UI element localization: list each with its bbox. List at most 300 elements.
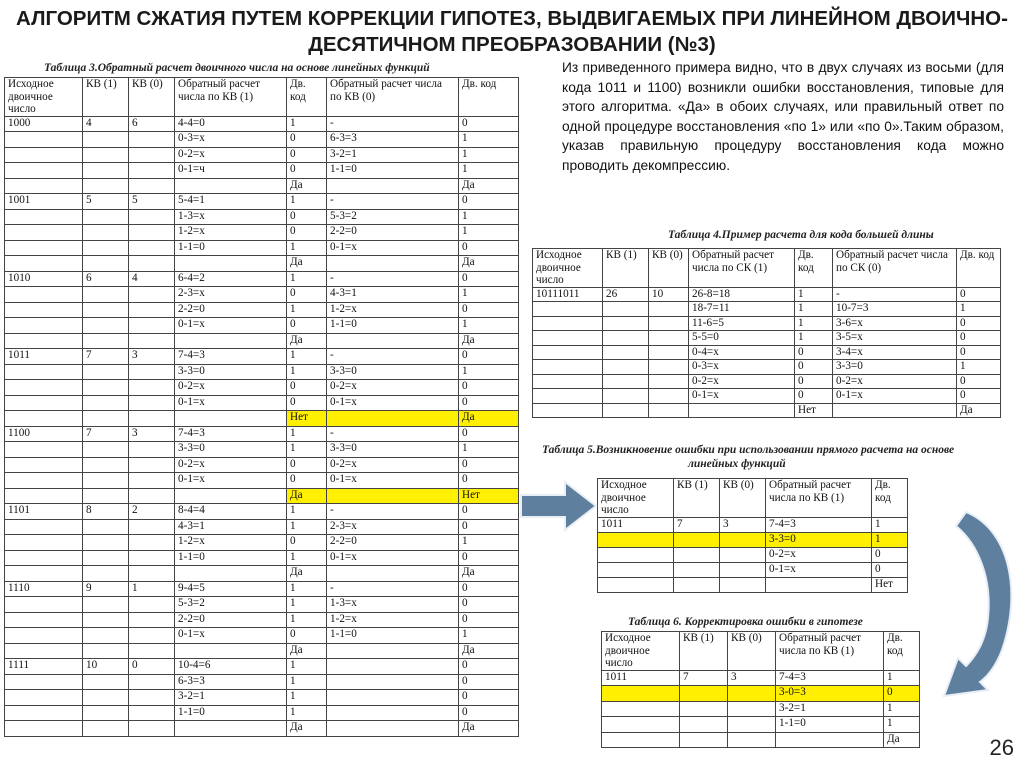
table3-cell: [175, 256, 287, 272]
table3-cell: [5, 690, 83, 706]
table5-cell: [674, 563, 720, 578]
table3-row: [5, 535, 519, 551]
table3-row: [5, 364, 519, 380]
table3-cell: [5, 395, 83, 411]
table4-row: [533, 360, 1001, 375]
table4-cell: [649, 360, 689, 375]
table3-cell: 0: [459, 302, 519, 318]
table3-cell: [129, 550, 175, 566]
table6-cell: 3: [728, 670, 776, 686]
table3-cell: Да: [287, 256, 327, 272]
table6-cell: 7-4=3: [776, 670, 884, 686]
table5-cell: 1: [872, 532, 908, 547]
table3-cell: 1: [287, 705, 327, 721]
table3-cell: 0: [287, 395, 327, 411]
table3-cell: 4-3=1: [175, 519, 287, 535]
table4-cell: 0: [795, 389, 833, 404]
table3-cell: [129, 442, 175, 458]
table5-row: [598, 517, 908, 532]
table3-cell: [129, 535, 175, 551]
table3-cell: [83, 550, 129, 566]
table3-row: [5, 674, 519, 690]
table6-cell: [728, 732, 776, 748]
table3-cell: [83, 178, 129, 194]
table3-row: [5, 690, 519, 706]
table4-cell: 1: [957, 360, 1001, 375]
table3-cell: [5, 721, 83, 737]
table3-header-row: [5, 78, 519, 117]
table5-row: [598, 563, 908, 578]
table4-cell: 3-6=х: [833, 316, 957, 331]
table3-cell: 7-4=3: [175, 426, 287, 442]
table4-header-cell: Обратный расчет числа по СК (0): [833, 249, 957, 288]
table3-cell: [83, 705, 129, 721]
table3-cell: 2-2=0: [327, 225, 459, 241]
table5-cell: [674, 547, 720, 562]
table5-cell: [720, 578, 766, 593]
table4-cell: 0: [957, 374, 1001, 389]
table3-cell: 1: [287, 194, 327, 210]
table3-cell: 0: [459, 705, 519, 721]
table3-row: [5, 318, 519, 334]
table4-cell: 0: [795, 360, 833, 375]
table3-cell: [129, 209, 175, 225]
table4-cell: 0-1=х: [833, 389, 957, 404]
table3-row: [5, 504, 519, 520]
table3-cell: 1: [287, 271, 327, 287]
table3-cell: [129, 395, 175, 411]
table4-cell: [603, 389, 649, 404]
table3-cell: [5, 597, 83, 613]
table6-cell: [680, 701, 728, 717]
table3-cell: [5, 163, 83, 179]
table3-cell: 5: [83, 194, 129, 210]
table3-cell: [175, 411, 287, 427]
table4-cell: 1: [795, 316, 833, 331]
table3-cell: [129, 318, 175, 334]
table3-cell: [83, 240, 129, 256]
table3-cell: [83, 442, 129, 458]
table3-row: [5, 302, 519, 318]
table3-header-cell: Исходное двоичное число: [5, 78, 83, 117]
table3-cell: 0-2=х: [327, 457, 459, 473]
table3-cell: 1: [459, 628, 519, 644]
table5-caption-line2: линейных функций: [688, 458, 786, 470]
table5-cell: [720, 547, 766, 562]
table5-cell: 3: [720, 517, 766, 532]
table5-cell: 1011: [598, 517, 674, 532]
table6-caption: Таблица 6. Корректировка ошибки в гипотезе: [628, 616, 863, 628]
table3-cell: 0: [129, 659, 175, 675]
table6-cell: [602, 732, 680, 748]
table5-header-row: [598, 479, 908, 518]
table3-cell: 0: [459, 473, 519, 489]
table3-cell: Да: [287, 178, 327, 194]
table3-cell: 1-2=х: [327, 612, 459, 628]
table4-cell: [533, 331, 603, 346]
table5-cell: 1: [872, 517, 908, 532]
table4-cell: Да: [957, 403, 1001, 418]
table6-row: [602, 717, 920, 733]
table5-header-cell: Дв. код: [872, 479, 908, 518]
table3-cell: 1: [287, 116, 327, 132]
table3-cell: 1: [287, 364, 327, 380]
table3-cell: [5, 643, 83, 659]
table3: [4, 77, 519, 737]
table3-cell: [327, 721, 459, 737]
table3-cell: [5, 519, 83, 535]
table3-cell: [5, 178, 83, 194]
table3-cell: [83, 566, 129, 582]
table4-cell: [603, 331, 649, 346]
table4-cell: 0: [957, 316, 1001, 331]
table3-cell: 1-3=х: [327, 597, 459, 613]
table6-header-cell: КВ (0): [728, 632, 776, 671]
table4-cell: 11-6=5: [689, 316, 795, 331]
table6-cell: [602, 701, 680, 717]
table3-cell: [129, 612, 175, 628]
table3-cell: 1: [459, 287, 519, 303]
table3-cell: [5, 287, 83, 303]
table3-cell: Да: [287, 333, 327, 349]
table5-cell: 3-3=0: [766, 532, 872, 547]
table4-cell: [603, 360, 649, 375]
table3-cell: 0: [459, 349, 519, 365]
table3-cell: [129, 287, 175, 303]
table4-cell: 0: [795, 345, 833, 360]
table3-cell: [175, 566, 287, 582]
table3-cell: 8-4=4: [175, 504, 287, 520]
table4-header-row: [533, 249, 1001, 288]
table6-header-cell: Обратный расчет числа по КВ (1): [776, 632, 884, 671]
table3-cell: [83, 690, 129, 706]
table3-cell: [327, 659, 459, 675]
table3-cell: [83, 411, 129, 427]
table3-cell: 6-3=3: [175, 674, 287, 690]
table3-header-cell: Дв. код: [287, 78, 327, 117]
table3-cell: [83, 457, 129, 473]
table3-cell: [5, 132, 83, 148]
table3-cell: 3-3=0: [327, 442, 459, 458]
table3-cell: 1: [459, 209, 519, 225]
table4-cell: [603, 374, 649, 389]
table3-cell: [5, 302, 83, 318]
table3-cell: [5, 442, 83, 458]
table3-row: [5, 240, 519, 256]
table4-cell: -: [833, 287, 957, 302]
table3-cell: 6: [83, 271, 129, 287]
table4-cell: 3-5=х: [833, 331, 957, 346]
table3-cell: 0-1=ч: [175, 163, 287, 179]
table3-cell: 0-3=х: [175, 132, 287, 148]
table4-cell: 0: [957, 287, 1001, 302]
table3-cell: [5, 209, 83, 225]
table3-cell: 1: [287, 674, 327, 690]
table3-cell: [83, 473, 129, 489]
table3-cell: [327, 690, 459, 706]
table3-cell: [327, 411, 459, 427]
table3-row: [5, 612, 519, 628]
table4-cell: Нет: [795, 403, 833, 418]
table3-cell: 2-2=0: [327, 535, 459, 551]
table3-cell: 1: [287, 302, 327, 318]
table3-cell: [327, 705, 459, 721]
table3-cell: [175, 721, 287, 737]
table3-header-cell: Обратный расчет числа по КВ (0): [327, 78, 459, 117]
table3-cell: 0: [459, 116, 519, 132]
table3-cell: [129, 333, 175, 349]
table4-cell: 26-8=18: [689, 287, 795, 302]
table3-cell: [83, 287, 129, 303]
table4-header-cell: Исходное двоичное число: [533, 249, 603, 288]
table3-cell: -: [327, 116, 459, 132]
table4-cell: 10111011: [533, 287, 603, 302]
table3-cell: 0: [287, 147, 327, 163]
table3-cell: 1: [459, 147, 519, 163]
table4-cell: 18-7=11: [689, 302, 795, 317]
table3-row: [5, 178, 519, 194]
table3-cell: 1: [287, 659, 327, 675]
table4-header-cell: Дв. код: [957, 249, 1001, 288]
table3-cell: 5-4=1: [175, 194, 287, 210]
table3-cell: [83, 132, 129, 148]
table5-cell: 0-2=х: [766, 547, 872, 562]
table3-cell: [327, 256, 459, 272]
table3-row: [5, 411, 519, 427]
table5-cell: [674, 578, 720, 593]
table3-cell: 1111: [5, 659, 83, 675]
table3-row: [5, 473, 519, 489]
table5-cell: [720, 563, 766, 578]
table3-row: [5, 519, 519, 535]
table3-cell: [129, 488, 175, 504]
table3-cell: 1-2=х: [327, 302, 459, 318]
table3-row: [5, 380, 519, 396]
table3-cell: Нет: [459, 488, 519, 504]
table3-cell: 0: [287, 163, 327, 179]
table4-header-cell: КВ (0): [649, 249, 689, 288]
table3-cell: 0: [459, 581, 519, 597]
table3-cell: Да: [287, 643, 327, 659]
table3-caption: Таблица 3.Обратный расчет двоичного числа на основе линейных функций: [44, 62, 430, 74]
table5-row: [598, 578, 908, 593]
table3-cell: 0: [459, 457, 519, 473]
table3-cell: 0: [287, 457, 327, 473]
table5: [597, 478, 908, 593]
table4-cell: 3-4=х: [833, 345, 957, 360]
right-arrow-icon: [519, 479, 599, 533]
table3-cell: [327, 178, 459, 194]
table3-cell: 1001: [5, 194, 83, 210]
table3-cell: [5, 705, 83, 721]
table3-row: [5, 457, 519, 473]
right-arrow-shape: [521, 482, 596, 530]
table3-cell: [327, 333, 459, 349]
table3-row: [5, 194, 519, 210]
table3-row: [5, 442, 519, 458]
table3-cell: 0: [287, 318, 327, 334]
table3-cell: 3-3=0: [175, 442, 287, 458]
table6-cell: [728, 686, 776, 702]
table3-cell: [129, 643, 175, 659]
table3-cell: 0: [459, 271, 519, 287]
table3-cell: [83, 674, 129, 690]
table3-cell: [83, 209, 129, 225]
table6-cell: [728, 717, 776, 733]
table5-cell: 0: [872, 547, 908, 562]
table3-cell: 1-3=х: [175, 209, 287, 225]
table3-cell: [129, 147, 175, 163]
table3-cell: 0-2=х: [175, 457, 287, 473]
table4-row: [533, 389, 1001, 404]
table3-cell: [129, 302, 175, 318]
table4-cell: 0-4=х: [689, 345, 795, 360]
table3-row: [5, 147, 519, 163]
table3-cell: [5, 318, 83, 334]
table3-cell: 1: [287, 597, 327, 613]
table3-cell: [129, 519, 175, 535]
table3-cell: 0-1=х: [175, 395, 287, 411]
table5-cell: 0-1=х: [766, 563, 872, 578]
table6-cell: 7: [680, 670, 728, 686]
table3-cell: -: [327, 504, 459, 520]
table5-cell: 7-4=3: [766, 517, 872, 532]
table5-header-cell: КВ (1): [674, 479, 720, 518]
table4-cell: [533, 302, 603, 317]
table4-cell: 1: [957, 302, 1001, 317]
table3-cell: [5, 240, 83, 256]
table3-cell: 1: [287, 504, 327, 520]
table3-cell: 1000: [5, 116, 83, 132]
table3-cell: 0: [287, 380, 327, 396]
table4-cell: [533, 316, 603, 331]
table3-cell: [83, 628, 129, 644]
table3-cell: 1: [287, 612, 327, 628]
table3-cell: 9: [83, 581, 129, 597]
table3-cell: [129, 473, 175, 489]
table3-cell: [83, 318, 129, 334]
table3-cell: 0-1=х: [175, 318, 287, 334]
table3-cell: 7-4=3: [175, 349, 287, 365]
table3-cell: 0: [459, 194, 519, 210]
table4-caption: Таблица 4.Пример расчета для кода большей длины: [668, 229, 934, 241]
table6-cell: 0: [884, 686, 920, 702]
table3-cell: 3-3=0: [327, 364, 459, 380]
table3-cell: 0: [459, 659, 519, 675]
table3-row: [5, 488, 519, 504]
table3-header-cell: КВ (1): [83, 78, 129, 117]
table3-cell: [129, 411, 175, 427]
table3-cell: 0-2=х: [175, 147, 287, 163]
table3-cell: [327, 488, 459, 504]
table4-cell: 0-2=х: [689, 374, 795, 389]
table3-cell: [83, 721, 129, 737]
table3-cell: 1: [129, 581, 175, 597]
table3-cell: [129, 163, 175, 179]
table6-cell: [728, 701, 776, 717]
table3-cell: [129, 380, 175, 396]
table3-cell: 0-1=х: [327, 550, 459, 566]
table3-cell: 0: [459, 426, 519, 442]
table3-cell: [175, 643, 287, 659]
table3-cell: [83, 488, 129, 504]
table3-cell: [129, 628, 175, 644]
table5-cell: [598, 532, 674, 547]
table6: [601, 631, 920, 748]
table3-cell: 1: [287, 581, 327, 597]
table3-cell: 0: [459, 612, 519, 628]
table3-cell: [175, 178, 287, 194]
table3-cell: 3-2=1: [327, 147, 459, 163]
table3-cell: [129, 256, 175, 272]
table3-cell: [83, 612, 129, 628]
table3-cell: 6: [129, 116, 175, 132]
table3-cell: 1-1=0: [327, 318, 459, 334]
table3-cell: [5, 674, 83, 690]
table3-cell: 9-4=5: [175, 581, 287, 597]
table3-cell: 4: [83, 116, 129, 132]
table6-cell: 1: [884, 701, 920, 717]
table3-cell: 0: [287, 535, 327, 551]
table4-row: [533, 345, 1001, 360]
table4-cell: [833, 403, 957, 418]
table4-cell: 0-3=х: [689, 360, 795, 375]
table5-row: [598, 532, 908, 547]
table3-cell: 1: [459, 535, 519, 551]
table6-header-row: [602, 632, 920, 671]
table3-cell: [83, 225, 129, 241]
table3-cell: [83, 364, 129, 380]
table4-cell: [649, 374, 689, 389]
table3-cell: [129, 240, 175, 256]
table3-cell: [5, 457, 83, 473]
table3-cell: 0: [459, 504, 519, 520]
table3-cell: 1: [459, 442, 519, 458]
table4-cell: [533, 374, 603, 389]
table3-cell: 3: [129, 349, 175, 365]
table3-header-cell: КВ (0): [129, 78, 175, 117]
table5-cell: [674, 532, 720, 547]
table3-row: [5, 395, 519, 411]
table3-cell: 0: [287, 209, 327, 225]
table6-row: [602, 686, 920, 702]
table3-cell: [327, 643, 459, 659]
table3-row: [5, 705, 519, 721]
table3-cell: [83, 302, 129, 318]
table4-cell: [603, 345, 649, 360]
table3-cell: [5, 488, 83, 504]
table3-cell: 6-4=2: [175, 271, 287, 287]
table3-row: [5, 333, 519, 349]
table3-cell: 0-1=х: [175, 473, 287, 489]
table4-header-cell: Дв. код: [795, 249, 833, 288]
table3-cell: 0-1=х: [175, 628, 287, 644]
table3-cell: [5, 535, 83, 551]
table3-cell: 6-3=3: [327, 132, 459, 148]
table3-cell: 1: [287, 240, 327, 256]
table3-cell: Да: [459, 256, 519, 272]
table3-header-cell: Обратный расчет числа по КВ (1): [175, 78, 287, 117]
table6-header-cell: Дв. код: [884, 632, 920, 671]
table3-cell: 8: [83, 504, 129, 520]
table3-row: [5, 426, 519, 442]
table3-row: [5, 132, 519, 148]
table3-cell: 1: [287, 690, 327, 706]
page-title: АЛГОРИТМ СЖАТИЯ ПУТЕМ КОРРЕКЦИИ ГИПОТЕЗ, ВЫДВИГАЕМЫХ ПРИ ЛИНЕЙНОМ ДВОИЧНО-ДЕСЯТИЧНОМ ПРЕОБРАЗОВАНИИ (№3): [16, 7, 1008, 56]
table4-cell: 3-3=0: [833, 360, 957, 375]
table3-cell: Да: [459, 566, 519, 582]
table6-row: [602, 670, 920, 686]
